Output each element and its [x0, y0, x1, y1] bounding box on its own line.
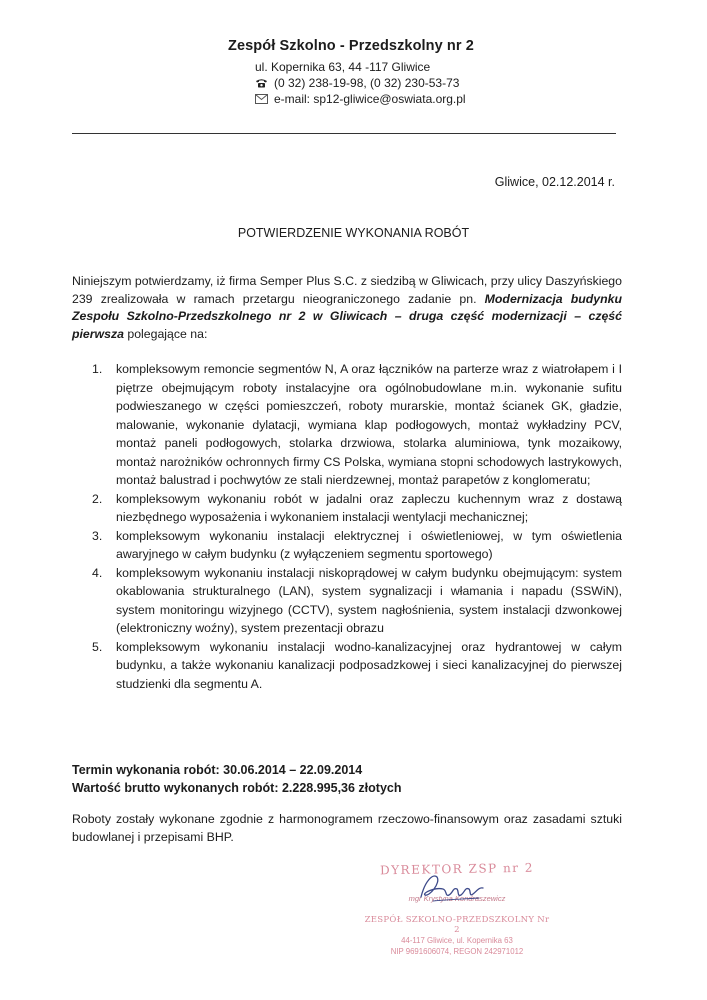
- intro-text-after: polegające na:: [123, 326, 208, 341]
- list-item-number: 5.: [92, 639, 103, 654]
- school-address: ul. Kopernika 63, 44 -117 Gliwice: [255, 60, 431, 74]
- list-item: [92, 638, 622, 694]
- stamp-address: 44-117 Gliwice, ul. Kopernika 63: [401, 936, 513, 945]
- intro-paragraph: [72, 273, 622, 343]
- document-title: POTWIERDZENIE WYKONANIA ROBÓT: [237, 226, 470, 240]
- intro-text-before: Niniejszym potwierdzamy, iż firma Semper Plus S.C. z siedzibą w Gliwicach, przy ulicy Daszyńskiego 239 zrealizowała w ramach przetargu nieograniczonego zadanie pn.: [72, 274, 622, 306]
- envelope-icon: [255, 94, 268, 104]
- list-item-number: 4.: [92, 565, 103, 580]
- school-phone-line: [255, 75, 528, 91]
- handwritten-signature: [413, 867, 493, 907]
- stamp-school-name: ZESPÓŁ SZKOLNO-PRZEDSZKOLNY Nr 2: [364, 915, 550, 935]
- school-email-line: [255, 91, 528, 107]
- list-item: [92, 360, 622, 490]
- list-item-text: kompleksowym wykonaniu instalacji wodno-kanalizacyjnej oraz hydrantowej w całym budynku, a także wykonaniu kanalizacji podposadzkowej i sieci kanalizacyjnej do pierwszej studzienki dla segmentu A.: [116, 639, 622, 691]
- school-name: Zespół Szkolno - Przedszkolny nr 2: [228, 38, 474, 54]
- terms-block: [72, 761, 401, 797]
- completion-period: Termin wykonania robót: 30.06.2014 – 22.09.2014: [72, 763, 363, 777]
- date-line: Gliwice, 02.12.2014 r.: [494, 175, 615, 189]
- stamp-director-name: mgr Krystyna Kondraszewicz: [408, 894, 506, 903]
- list-item-text: kompleksowym remoncie segmentów N, A oraz łączników na parterze wraz z wiatrołapem i I piętrze obejmującym roboty instalacyjne ora ogólnobudowlane m.in. wykonanie sufitu podwieszanego w części pomieszczeń, roboty murarskie, montaż ścianek GK, gładzie, malowanie, wykonanie dylatacji, wymiana klap podłogowych, montaż wykładziny PCV, montaż paneli podłogowych, stolarka drzwiowa, stolarka aluminiowa, tynk mozaikowy, montaż narożników ochronnych firmy CS Polska, wymiana stopni schodowych lastrykowych, montaż balustrad i pochwytów ze stali nierdzewnej, montaż parapetów z konglomeratu;: [116, 362, 622, 487]
- list-item: [92, 527, 622, 564]
- phone-icon: [255, 78, 268, 88]
- header-divider: [72, 133, 616, 134]
- school-phone: (0 32) 238-19-98, (0 32) 230-53-73: [274, 76, 460, 90]
- school-email[interactable]: e-mail: sp12-gliwice@oswiata.org.pl: [274, 92, 466, 106]
- stamp-director-title: DYREKTOR ZSP nr 2: [379, 860, 535, 878]
- list-item-number: 3.: [92, 528, 103, 543]
- list-item-text: kompleksowym wykonaniu instalacji elektrycznej i oświetleniowej, w tym oświetlenia awaryjnego w całym budynku (z wyłączeniem segmentu sportowego): [116, 528, 622, 561]
- closing-paragraph: Roboty zostały wykonane zgodnie z harmonogramem rzeczowo-finansowym oraz zasadami sztuki budowlanej i przepisami BHP.: [72, 812, 622, 844]
- list-item-text: kompleksowym wykonaniu robót w jadalni oraz zapleczu kuchennym wraz z dostawą niezbędnego wyposażenia i wykonaniem instalacji wentylacji mechanicznej;: [116, 491, 622, 524]
- gross-value: Wartość brutto wykonanych robót: 2.228.995,36 złotych: [72, 781, 402, 795]
- stamp-tax-ids: NIP 9691606074, REGON 242971012: [390, 947, 524, 956]
- list-item: [92, 564, 622, 638]
- project-name: Modernizacja budynku Zespołu Szkolno-Przedszkolnego nr 2 w Gliwicach – druga część modernizacji – część pierwsza: [72, 291, 622, 341]
- list-item-number: 2.: [92, 491, 103, 506]
- work-scope-list: [92, 360, 622, 693]
- list-item-text: kompleksowym wykonaniu instalacji niskoprądowej w całym budynku obejmującym: system okablowania strukturalnego (LAN), system sygnalizacji i włamania i napadu (SSWiN), system monitoringu wizyjnego (CCTV), system nagłośnienia, system instalacji dzwonkowej (elektroniczny woźny), system prezentacji obrazu: [116, 565, 622, 635]
- list-item: [92, 490, 622, 527]
- letterhead: [228, 38, 528, 107]
- list-item-number: 1.: [92, 362, 103, 376]
